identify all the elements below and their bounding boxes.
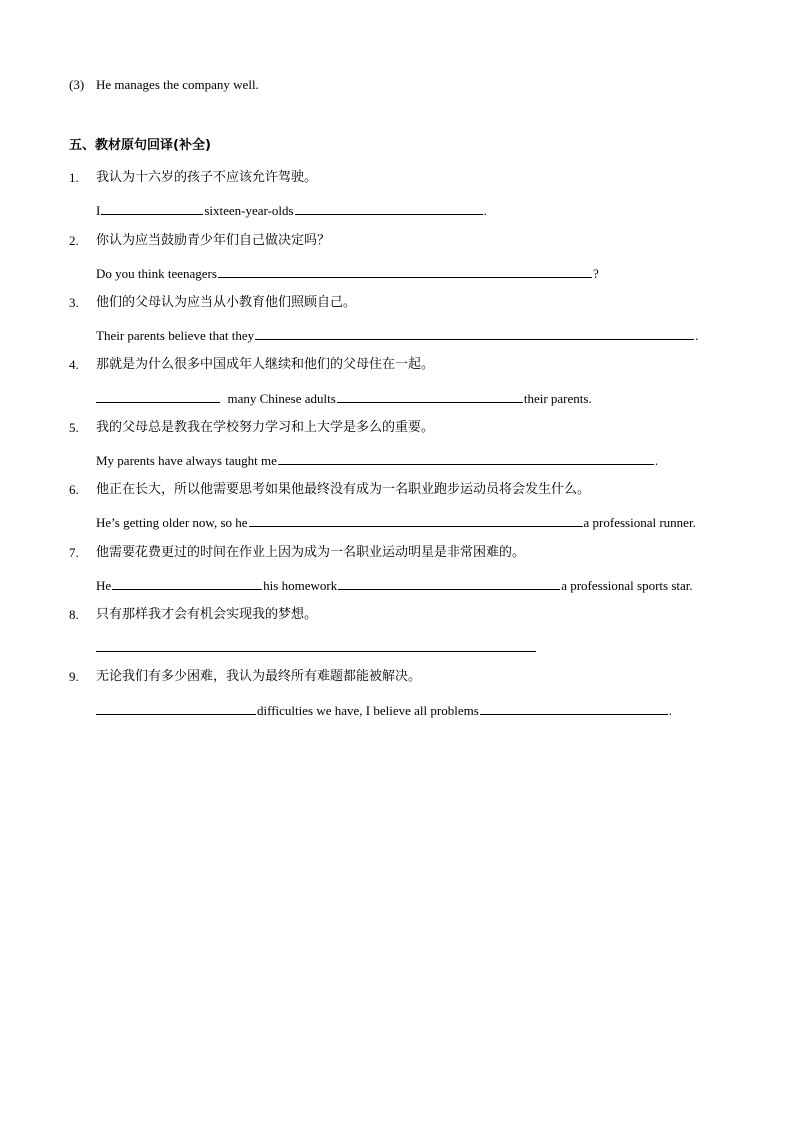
item-7-seg-2: his homework bbox=[263, 578, 338, 593]
item-3b-number: 3. bbox=[69, 295, 79, 310]
item-2-number: 2. bbox=[69, 233, 79, 248]
item-8-blank-1[interactable] bbox=[96, 638, 536, 652]
item-9-blank-1[interactable] bbox=[96, 701, 256, 715]
item-3b-blank-1[interactable] bbox=[255, 326, 694, 340]
item-5-blank-1[interactable] bbox=[278, 451, 654, 465]
item-3b-chinese: 他们的父母认为应当从小教育他们照顾自己。 bbox=[96, 295, 357, 310]
item-9-seg-1: difficulties we have, I believe all problems bbox=[257, 703, 479, 718]
item-3b-seg-1: Their parents believe that they bbox=[96, 328, 255, 343]
item-7-english bbox=[96, 576, 693, 594]
item-1-blank-1[interactable] bbox=[101, 201, 203, 215]
item-1-chinese: 我认为十六岁的孩子不应该允许驾驶。 bbox=[96, 170, 318, 185]
item-5-number: 5. bbox=[69, 420, 79, 435]
item-1-seg-2: sixteen-year-olds bbox=[204, 203, 294, 218]
item-7-blank-2[interactable] bbox=[338, 576, 560, 590]
item-1-seg-3: . bbox=[483, 203, 487, 218]
item-4-blank-2[interactable] bbox=[337, 389, 523, 403]
item-4-blank-1[interactable] bbox=[96, 389, 220, 403]
item-7-blank-1[interactable] bbox=[112, 576, 262, 590]
item-1-blank-2[interactable] bbox=[295, 201, 483, 215]
item-4-chinese: 那就是为什么很多中国成年人继续和他们的父母住在一起。 bbox=[96, 357, 435, 372]
item-5-english bbox=[96, 451, 658, 469]
item-3-number: (3) bbox=[69, 77, 85, 92]
item-4-english bbox=[96, 389, 592, 407]
item-9-seg-2: . bbox=[668, 703, 673, 718]
item-7-chinese: 他需要花费更过的时间在作业上因为成为一名职业运动明星是非常困难的。 bbox=[96, 545, 526, 560]
item-9-blank-2[interactable] bbox=[480, 701, 668, 715]
item-9-chinese: 无论我们有多少困难，我认为最终所有难题都能被解决。 bbox=[96, 669, 422, 684]
item-6-english bbox=[96, 513, 696, 531]
item-6-number: 6. bbox=[69, 482, 79, 497]
item-1-english bbox=[96, 201, 487, 219]
item-4-number: 4. bbox=[69, 357, 79, 372]
item-7-seg-1: He bbox=[96, 578, 112, 593]
item-9-english bbox=[96, 701, 672, 719]
item-6-chinese: 他正在长大，所以他需要思考如果他最终没有成为一名职业跑步运动员将会发生什么。 bbox=[96, 482, 591, 497]
item-5-chinese: 我的父母总是教我在学校努力学习和上大学是多么的重要。 bbox=[96, 420, 435, 435]
item-8-english bbox=[96, 638, 537, 656]
item-3-text: He manages the company well. bbox=[96, 77, 259, 92]
item-3b-english bbox=[96, 326, 698, 344]
item-6-seg-2: a professional runner. bbox=[583, 515, 696, 530]
item-7-seg-3: a professional sports star. bbox=[561, 578, 693, 593]
item-6-blank-1[interactable] bbox=[249, 513, 583, 527]
item-2-english bbox=[96, 264, 599, 282]
item-4-seg-1: many Chinese adults bbox=[227, 391, 336, 406]
item-1-seg-1: I bbox=[96, 203, 101, 218]
item-2-chinese: 你认为应当鼓励青少年们自己做决定吗？ bbox=[96, 233, 331, 248]
item-2-seg-2: ? bbox=[592, 266, 599, 281]
item-2-seg-1: Do you think teenagers bbox=[96, 266, 217, 281]
item-2-blank-1[interactable] bbox=[218, 264, 592, 278]
item-9-number: 9. bbox=[69, 669, 79, 684]
item-1-number: 1. bbox=[69, 170, 79, 185]
item-3b-seg-2: . bbox=[695, 328, 699, 343]
item-7-number: 7. bbox=[69, 545, 79, 560]
item-5-seg-2: . bbox=[654, 453, 659, 468]
item-4-seg-2: their parents. bbox=[523, 391, 592, 406]
item-5-seg-1: My parents have always taught me bbox=[96, 453, 277, 468]
item-6-seg-1: He’s getting older now, so he bbox=[96, 515, 248, 530]
item-8-number: 8. bbox=[69, 607, 79, 622]
section-heading: 五、教材原句回译(补全) bbox=[69, 138, 211, 153]
item-8-chinese: 只有那样我才会有机会实现我的梦想。 bbox=[96, 607, 318, 622]
